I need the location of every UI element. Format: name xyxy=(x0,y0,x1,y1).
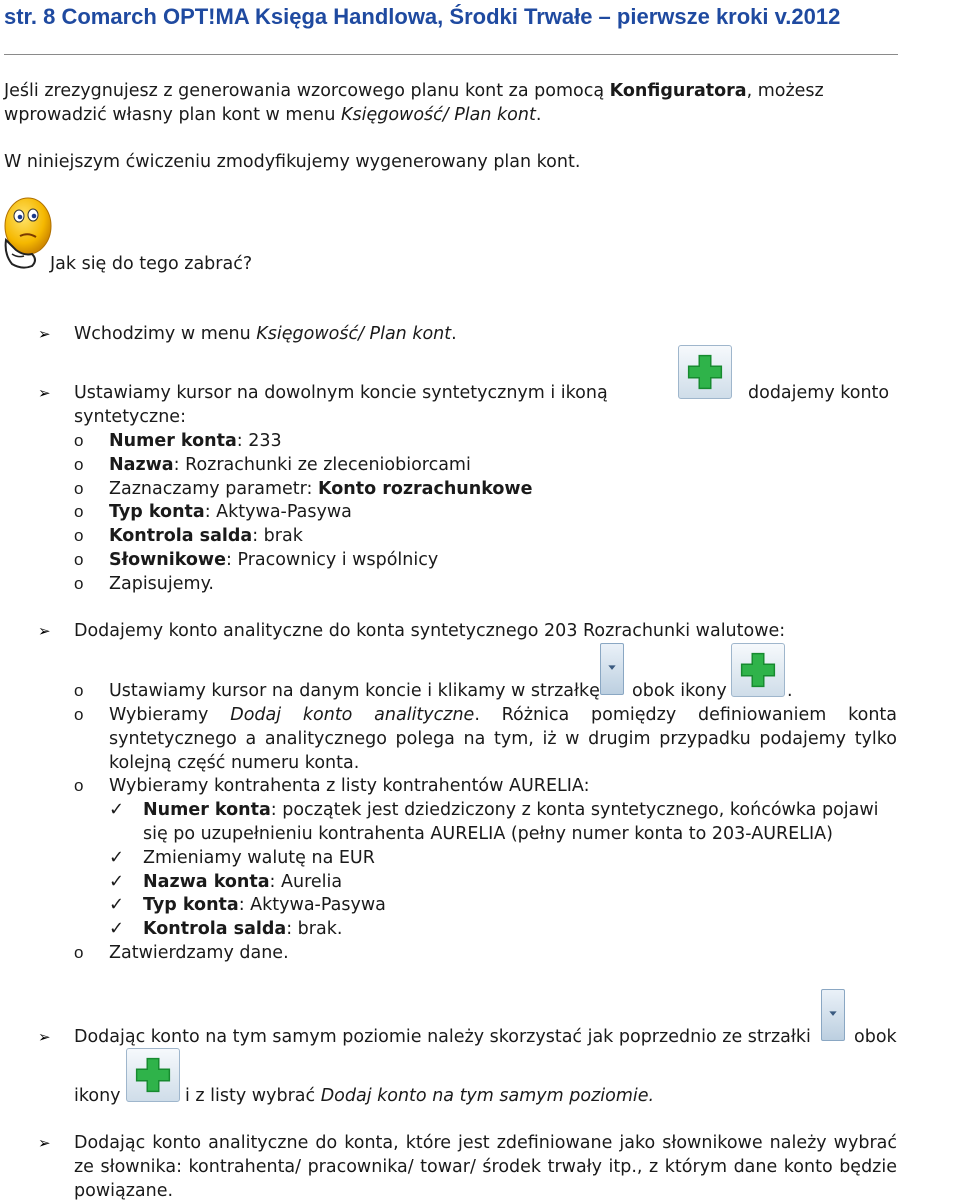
item-key: Zaznaczamy parametr: xyxy=(109,479,318,499)
checkmark-icon: ✓ xyxy=(109,894,125,915)
intro-paragraph-2: W niniejszym ćwiczeniu zmodyfikujemy wygenerowany plan kont. xyxy=(4,152,581,172)
step-3-line: Dodajemy konto analityczne do konta syntetycznego 203 Rozrachunki walutowe: xyxy=(74,621,786,641)
item-value: : brak xyxy=(252,526,303,546)
item-key: Numer konta xyxy=(143,800,271,820)
step-2-line-1: Ustawiamy kursor na dowolnym koncie syntetycznym i ikoną xyxy=(74,383,608,403)
step-text: Wybieramy xyxy=(109,705,209,725)
bullet-circle: o xyxy=(74,479,84,498)
bullet-circle: o xyxy=(74,431,84,450)
step-3-sub-2 xyxy=(109,703,897,727)
list-item xyxy=(109,572,214,596)
step-2-line-2: syntetyczne: xyxy=(74,407,186,427)
step-5-line-1: Dodając konto analityczne do konta, które jest zdefiniowane jako słownikowe należy wybrać xyxy=(74,1133,897,1153)
checkmark-icon: ✓ xyxy=(109,847,125,868)
intro-paragraph-1 xyxy=(4,79,824,103)
step-5-line-3: powiązane. xyxy=(74,1181,174,1201)
intro-text: Jeśli zrezygnujesz z generowania wzorcowego planu kont za pomocą xyxy=(4,81,610,101)
bullet-circle: o xyxy=(74,526,84,545)
bullet-arrow-icon: ➢ xyxy=(38,1028,51,1046)
item-value: : początek jest dziedziczony z konta syntetycznego, końcówka pojawi xyxy=(270,800,879,820)
step-4-line-1-end: obok xyxy=(854,1027,897,1047)
step-text: Wchodzimy w menu xyxy=(74,324,257,344)
item-key: Typ konta xyxy=(109,502,205,522)
bullet-circle: o xyxy=(74,943,84,962)
item-key: Kontrola salda xyxy=(109,526,253,546)
step-3-sub-1: Ustawiamy kursor na danym koncie i klikamy w strzałkę xyxy=(109,681,600,701)
checkmark-icon: ✓ xyxy=(109,918,125,939)
step-3-sub-2-cont2: kolejną część numeru konta. xyxy=(109,753,360,773)
item-key: Numer konta xyxy=(109,431,237,451)
bullet-circle: o xyxy=(74,502,84,521)
item-key: Typ konta xyxy=(143,895,239,915)
check-item-cont: się po uzupełnieniu kontrahenta AURELIA (pełny numer konta to 203-AURELIA) xyxy=(143,824,833,844)
menu-path: Księgowość/ Plan kont xyxy=(256,324,452,344)
menu-path: Księgowość/ Plan kont xyxy=(340,105,536,125)
add-plus-icon xyxy=(126,1048,180,1102)
step-4-line-2-b xyxy=(185,1084,654,1108)
step-2-line-1-end: dodajemy konto xyxy=(748,383,890,403)
add-plus-icon xyxy=(678,345,732,399)
intro-paragraph-1-cont xyxy=(4,103,541,127)
item-value: : 233 xyxy=(236,431,282,451)
step-text: . Różnica pomiędzy definiowaniem konta xyxy=(474,705,897,725)
list-item xyxy=(109,429,282,453)
thinking-face-icon xyxy=(2,194,52,272)
checkmark-icon: ✓ xyxy=(109,871,125,892)
header-divider xyxy=(4,54,898,55)
list-item xyxy=(109,548,438,572)
intro-text: . xyxy=(535,105,542,125)
step-4-line-1: Dodając konto na tym samym poziomie należy skorzystać jak poprzednio ze strzałki xyxy=(74,1027,811,1047)
step-5-line-2: ze słownika: kontrahenta/ pracownika/ towar/ środek trwały itp., z którym dane konto będzie xyxy=(74,1157,897,1177)
dropdown-arrow-icon xyxy=(600,643,624,695)
step-3-sub-2-cont: syntetycznego a analitycznego polega na tym, iż w drugim przypadku podajemy tylko xyxy=(109,729,897,749)
step-3-sub-1-c: . xyxy=(787,681,793,701)
check-item xyxy=(143,870,342,894)
item-value: : Aurelia xyxy=(269,872,343,892)
bullet-circle: o xyxy=(74,550,84,569)
list-item xyxy=(109,453,471,477)
item-key: Nazwa konta xyxy=(143,872,270,892)
step-text: . xyxy=(451,324,457,344)
add-plus-icon xyxy=(731,643,785,697)
bullet-arrow-icon: ➢ xyxy=(38,622,51,640)
step-4-line-2-a: ikony xyxy=(74,1086,121,1106)
option-name: Dodaj konto na tym samym poziomie. xyxy=(320,1086,655,1106)
step-3-sub-1-b: obok ikony xyxy=(632,681,727,701)
intro-text: , możesz xyxy=(746,81,824,101)
intro-keyword: Konfiguratora xyxy=(609,81,747,101)
item-key: Kontrola salda xyxy=(143,919,287,939)
list-item xyxy=(109,477,532,501)
item-value: : brak. xyxy=(286,919,343,939)
checkmark-icon: ✓ xyxy=(109,799,125,820)
step-1 xyxy=(74,322,457,346)
check-item xyxy=(143,798,879,822)
item-value: : Aktywa-Pasywa xyxy=(204,502,352,522)
item-value: : Aktywa-Pasywa xyxy=(238,895,386,915)
item-value: : Pracownicy i wspólnicy xyxy=(225,550,439,570)
bullet-arrow-icon: ➢ xyxy=(38,384,51,402)
step-3-sub-3: Wybieramy kontrahenta z listy kontrahentów AURELIA: xyxy=(109,776,590,796)
step-text: i z listy wybrać xyxy=(185,1086,321,1106)
bullet-circle: o xyxy=(74,681,84,700)
page-header: str. 8 Comarch OPT!MA Księga Handlowa, Środki Trwałe – pierwsze kroki v.2012 xyxy=(4,4,841,29)
dropdown-arrow-icon xyxy=(821,989,845,1041)
check-item xyxy=(143,917,342,941)
item-key: Nazwa xyxy=(109,455,174,475)
bullet-circle: o xyxy=(74,705,84,724)
question-text: Jak się do tego zabrać? xyxy=(50,254,253,274)
item-value: Konto rozrachunkowe xyxy=(317,479,533,499)
step-3-sub-4: Zatwierdzamy dane. xyxy=(109,943,289,963)
option-name: Dodaj konto analityczne xyxy=(230,705,475,725)
check-item: Zmieniamy walutę na EUR xyxy=(143,848,375,868)
bullet-circle: o xyxy=(74,455,84,474)
item-value: Zapisujemy. xyxy=(109,574,214,594)
item-value: : Rozrachunki ze zleceniobiorcami xyxy=(173,455,471,475)
intro-text: wprowadzić własny plan kont w menu xyxy=(4,105,341,125)
bullet-circle: o xyxy=(74,574,84,593)
bullet-arrow-icon: ➢ xyxy=(38,1134,51,1152)
list-item xyxy=(109,500,352,524)
bullet-arrow-icon: ➢ xyxy=(38,325,51,343)
list-item xyxy=(109,524,303,548)
check-item xyxy=(143,893,386,917)
bullet-circle: o xyxy=(74,776,84,795)
item-key: Słownikowe xyxy=(109,550,226,570)
